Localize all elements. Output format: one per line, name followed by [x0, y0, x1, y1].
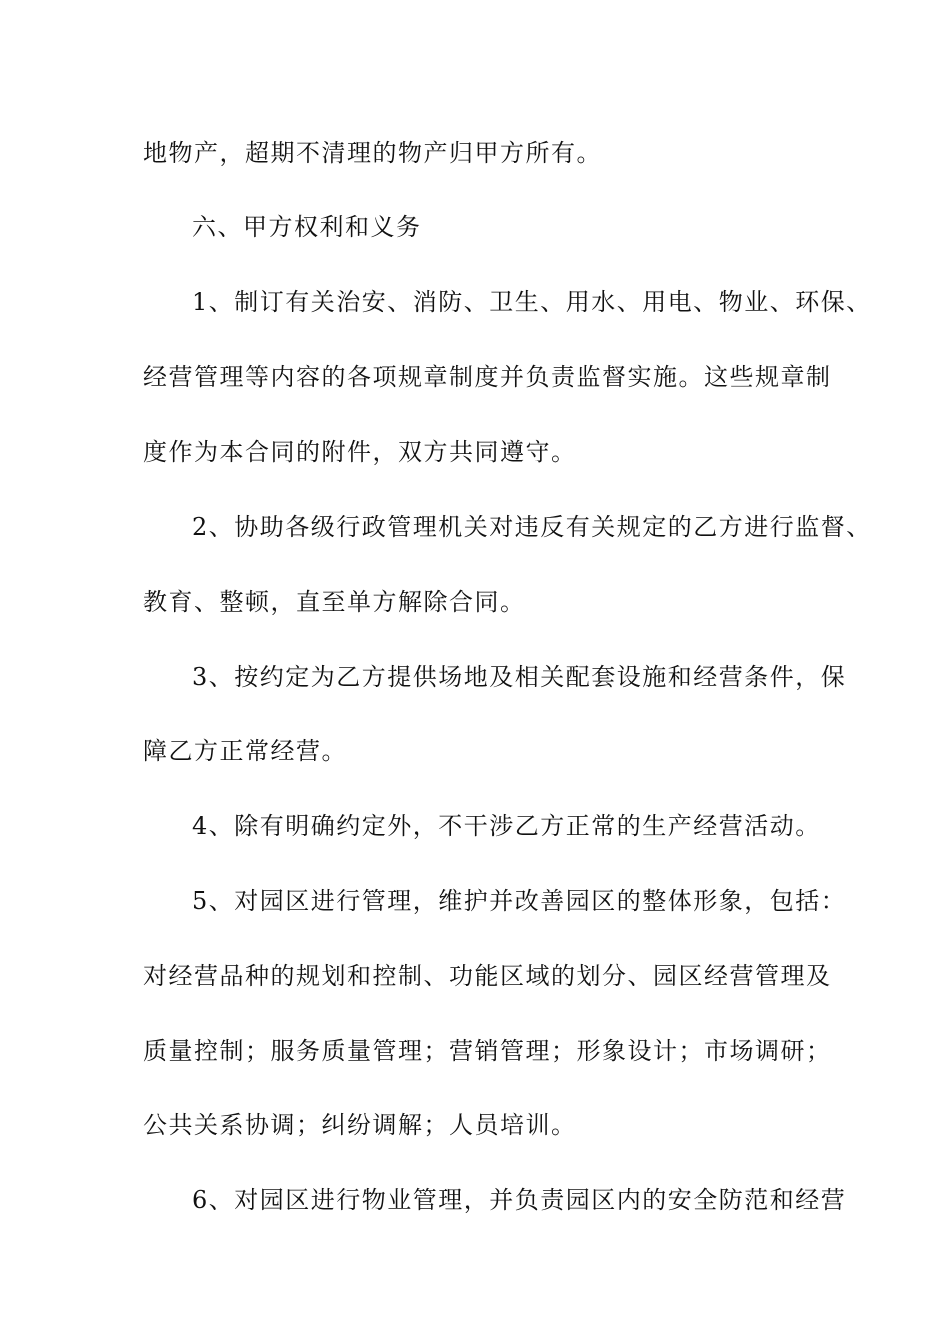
text-line: 3、按约定为乙方提供场地及相关配套设施和经营条件，保: [192, 663, 847, 691]
text-line: 6、对园区进行物业管理，并负责园区内的安全防范和经营: [192, 1186, 847, 1214]
text-line: 4、除有明确约定外，不干涉乙方正常的生产经营活动。: [192, 812, 821, 840]
text-line: 经营管理等内容的各项规章制度并负责监督实施。这些规章制: [143, 363, 832, 391]
text-line: 度作为本合同的附件，双方共同遵守。: [143, 438, 577, 466]
text-line: 障乙方正常经营。: [143, 737, 347, 765]
text-line: 1、制订有关治安、消防、卫生、用水、用电、物业、环保、: [192, 288, 872, 316]
text-line: 教育、整顿，直至单方解除合同。: [143, 588, 526, 616]
text-line: 对经营品种的规划和控制、功能区域的划分、园区经营管理及: [143, 962, 832, 990]
text-line: 公共关系协调；纠纷调解；人员培训。: [143, 1111, 577, 1139]
text-line: 2、协助各级行政管理机关对违反有关规定的乙方进行监督、: [192, 513, 872, 541]
section-heading: 六、甲方权利和义务: [192, 213, 422, 241]
text-line: 5、对园区进行管理，维护并改善园区的整体形象，包括：: [192, 887, 847, 915]
text-line: 质量控制；服务质量管理；营销管理；形象设计；市场调研；: [143, 1037, 832, 1065]
text-line: 地物产，超期不清理的物产归甲方所有。: [143, 139, 602, 167]
